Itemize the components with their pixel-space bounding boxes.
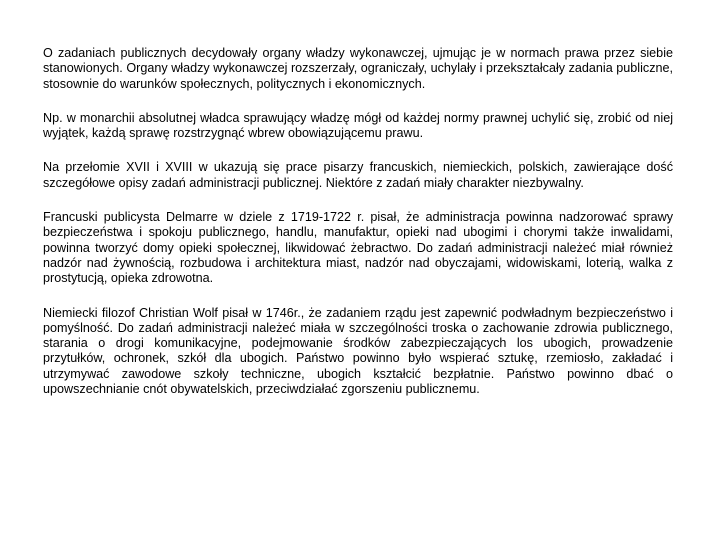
paragraph-public-tasks: O zadaniach publicznych decydowały organy władzy wykonawczej, ujmując je w normach prawa przez siebie stanowionych. Organy władzy wykonawczej rozszerzały, ograniczały, uchylały i przekształcały zadania publiczne, stosownie do warunków społecznych, politycznych i ekonomicznych. [43,46,673,91]
paragraph-delmarre: Francuski publicysta Delmarre w dziele z 1719-1722 r. pisał, że administracja powinna nadzorować sprawy bezpieczeństwa i spokoju publicznego, handlu, manufaktur, opieki nad ubogimi i chorymi także inwalidami, powinna tworzyć domy opieki społecznej, likwidować żebractwo. Do zadań administracji należeć miał również nadzór nad żywnością, rozbudowa i architektura miast, nadzór nad obyczajami, widowiskami, loterią, walka z prostytucją, opieka zdrowotna. [43,210,673,286]
paragraph-christian-wolf: Niemiecki filozof Christian Wolf pisał w 1746r., że zadaniem rządu jest zapewnić podwładnym bezpieczeństwo i pomyślność. Do zadań administracji należeć miała w szczególności troska o zachowanie zdrowia publicznego, starania o drogi komunikacyjne, podejmowanie środków zabezpieczających los ubogich, prowadzenie przytułków, ochronek, szkół dla ubogich. Państwo powinno było wspierać sztukę, rzemiosło, zakładać i utrzymywać zawodowe szkoły techniczne, ubogich kształcić bezpłatnie. Państwo powinno dbać o upowszechnianie cnót obywatelskich, przeciwdziałać zgorszeniu publicznemu. [43,305,673,397]
paragraph-17th-18th-century: Na przełomie XVII i XVIII w ukazują się prace pisarzy francuskich, niemieckich, polskich, zawierające dość szczegółowe opisy zadań administracji publicznej. Niektóre z zadań miały charakter niezbywalny. [43,160,673,190]
document-body [43,46,673,416]
paragraph-absolute-monarchy: Np. w monarchii absolutnej władca sprawujący władzę mógł od każdej normy prawnej uchylić się, zrobić od niej wyjątek, każdą sprawę rozstrzygnąć wbrew obowiązującemu prawu. [43,110,673,141]
